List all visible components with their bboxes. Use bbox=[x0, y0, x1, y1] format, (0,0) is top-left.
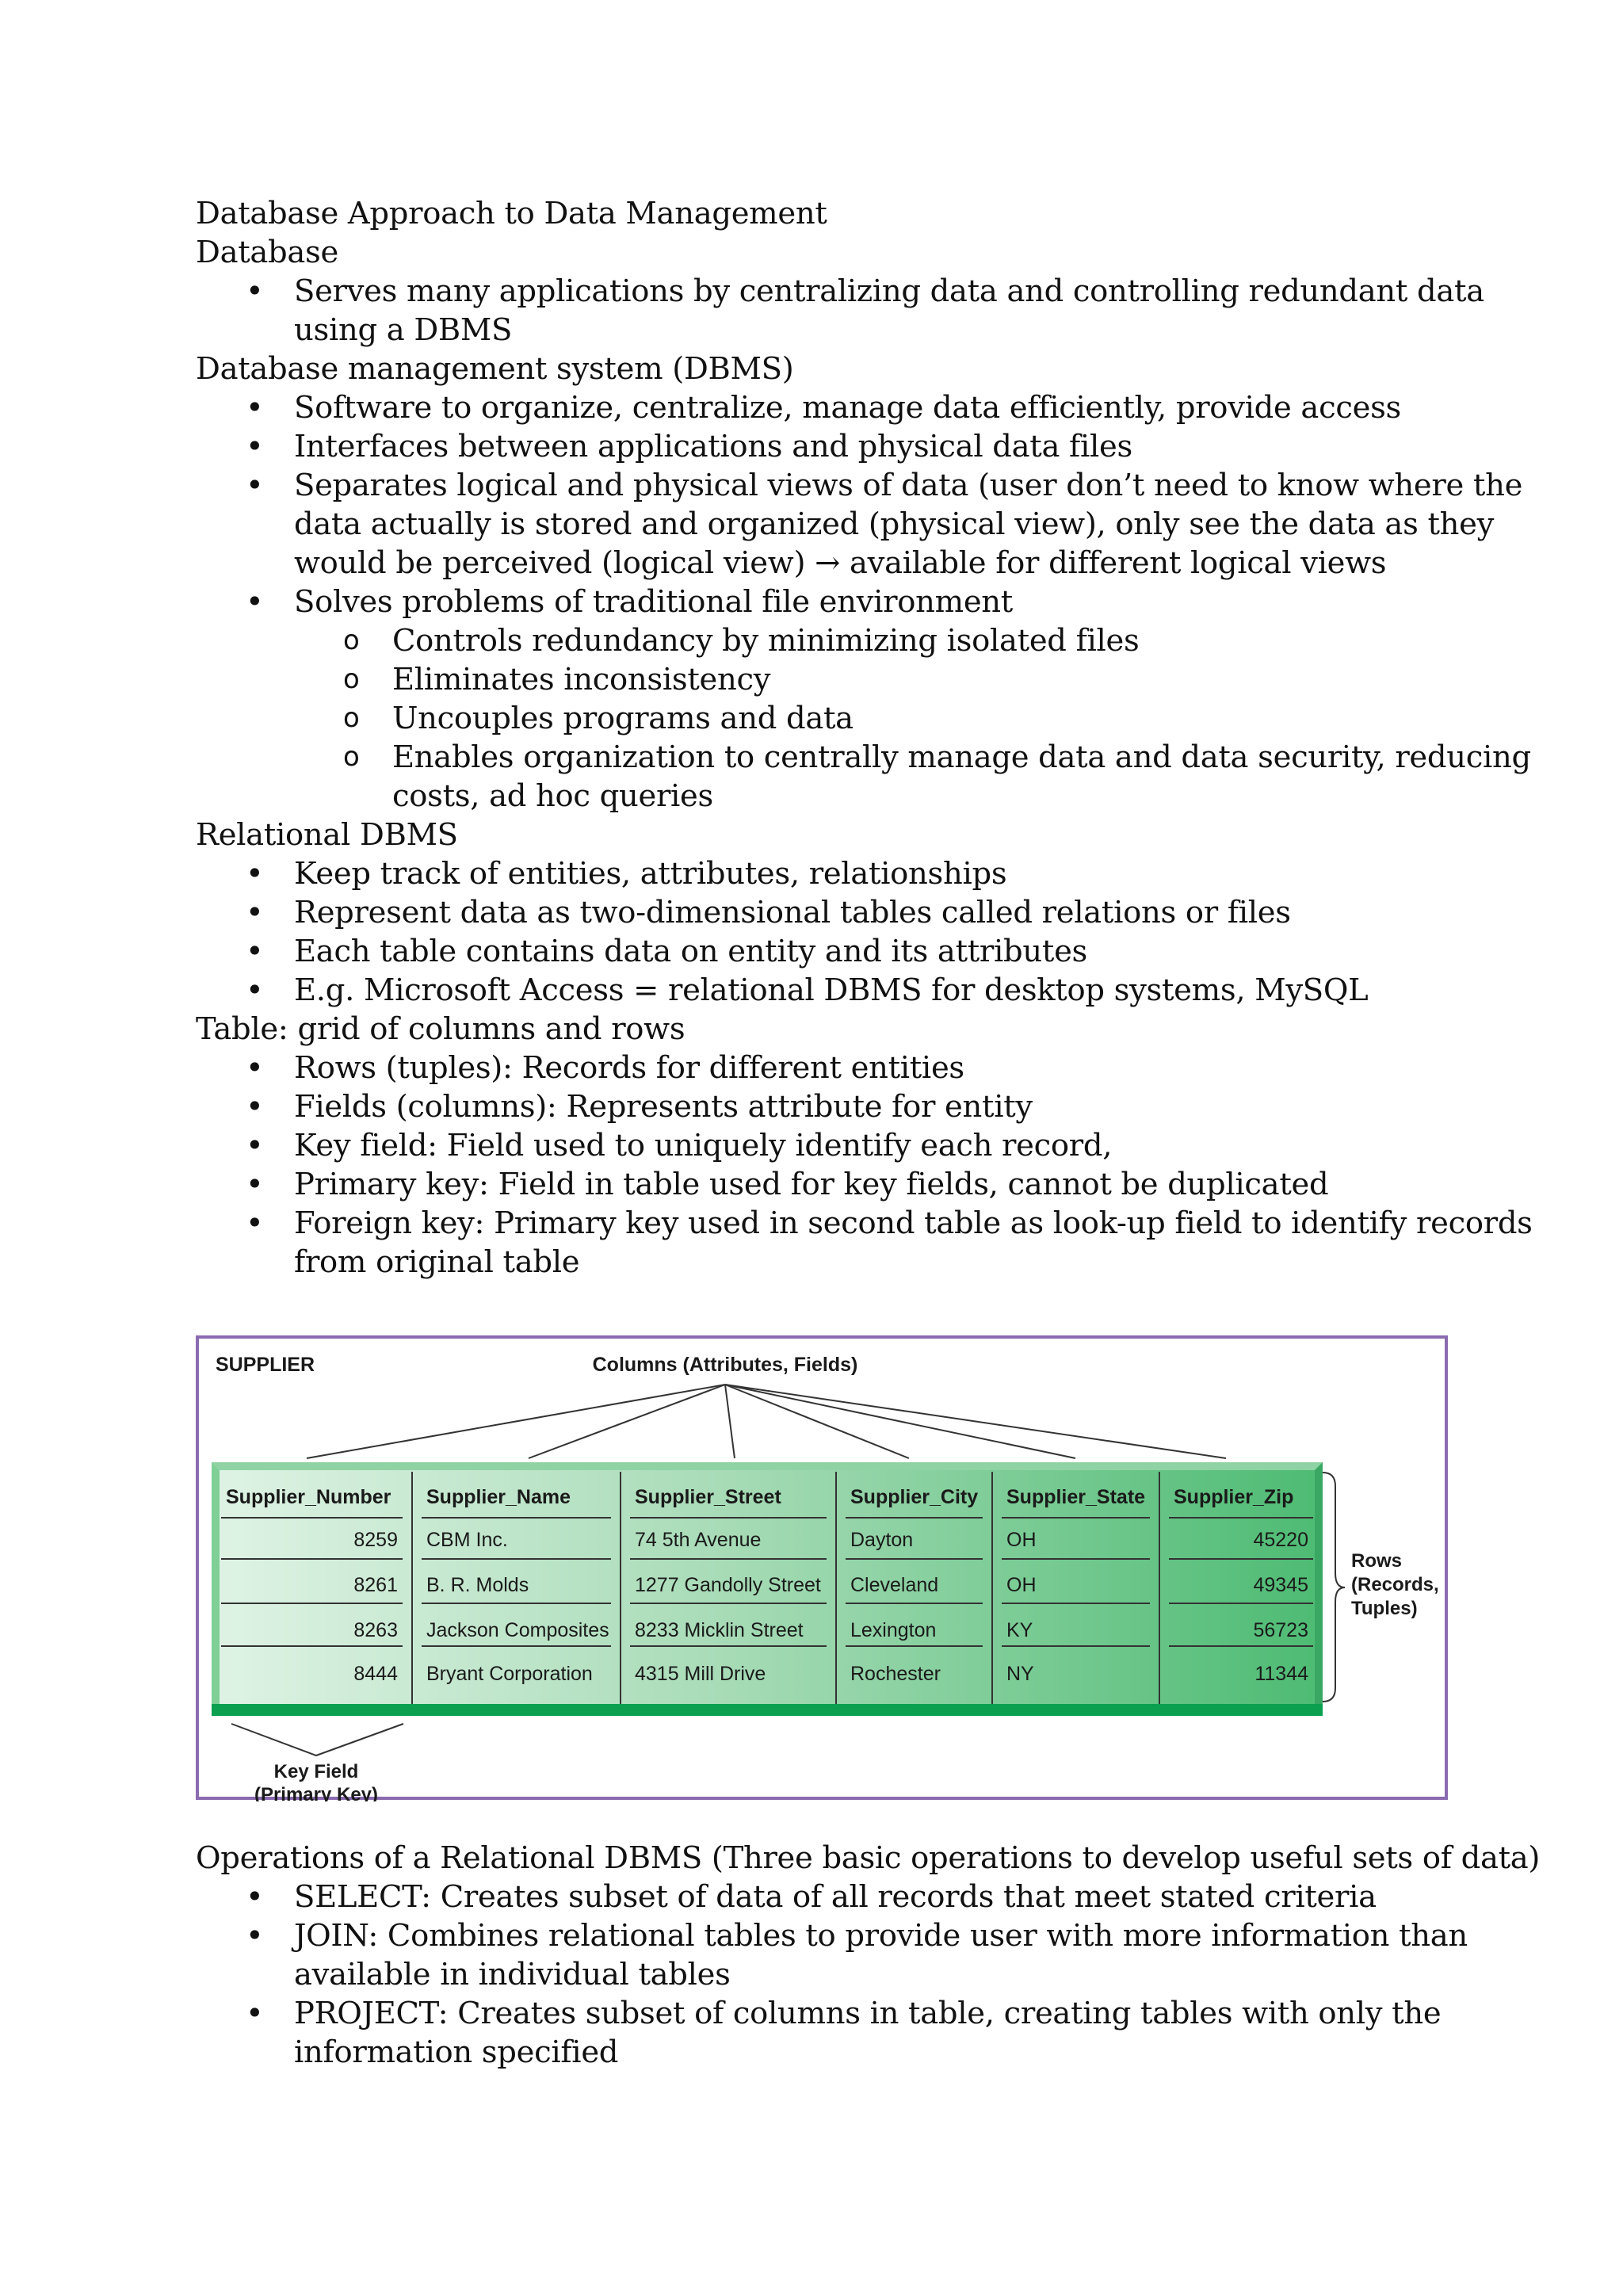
text-line: from original table bbox=[294, 1244, 580, 1280]
bullet-item bbox=[196, 427, 1464, 466]
notes-body bbox=[196, 194, 1533, 1282]
sub-bullet-item bbox=[196, 621, 1464, 660]
text-line: Represent data as two-dimensional tables called relations or files bbox=[294, 895, 1291, 930]
rows-caption: Rows bbox=[1351, 1550, 1403, 1572]
bullet-item bbox=[196, 1049, 1464, 1087]
bullet-marker: • bbox=[246, 856, 264, 892]
table-cell: 8263 bbox=[353, 1619, 398, 1641]
bullet-marker: • bbox=[246, 1167, 264, 1202]
bullet-marker: • bbox=[246, 1050, 264, 1086]
table-top-bevel bbox=[212, 1462, 1323, 1470]
table-cell: 8261 bbox=[353, 1574, 398, 1596]
column-header: Supplier_Street bbox=[635, 1486, 781, 1508]
sub-bullet-marker: o bbox=[343, 741, 360, 773]
sub-bullet-item bbox=[196, 699, 1464, 738]
table-cell: Rochester bbox=[850, 1663, 941, 1685]
table-cell: 8259 bbox=[353, 1529, 398, 1551]
section-heading: Relational DBMS bbox=[196, 817, 458, 853]
table-cell: Bryant Corporation bbox=[426, 1663, 593, 1685]
text-line: Controls redundancy by minimizing isolated files bbox=[392, 623, 1140, 659]
bullet-item bbox=[196, 932, 1464, 971]
sub-bullet-item bbox=[196, 660, 1464, 699]
bullet-continuation bbox=[196, 505, 1495, 544]
section-heading: Database Approach to Data Management bbox=[196, 196, 827, 231]
bullet-marker: • bbox=[246, 1089, 264, 1125]
bullet-item bbox=[196, 854, 1464, 893]
text-line: Foreign key: Primary key used in second table as look-up field to identify records bbox=[294, 1205, 1533, 1241]
text-line: Eliminates inconsistency bbox=[392, 662, 771, 697]
bullet-marker: • bbox=[246, 1996, 264, 2031]
rows-caption: (Records, bbox=[1351, 1574, 1439, 1595]
sub-bullet-marker: o bbox=[343, 625, 360, 656]
bullet-marker: • bbox=[246, 1879, 264, 1915]
table-cell: 49345 bbox=[1253, 1574, 1308, 1596]
text-line: Primary key: Field in table used for key fields, cannot be duplicated bbox=[294, 1167, 1329, 1202]
table-cell: OH bbox=[1006, 1529, 1037, 1551]
sub-bullet-continuation bbox=[196, 777, 1464, 816]
table-cell: 4315 Mill Drive bbox=[635, 1663, 766, 1685]
rows-caption: Tuples) bbox=[1351, 1598, 1418, 1619]
bullet-marker: • bbox=[246, 468, 264, 503]
bullet-marker: • bbox=[246, 584, 264, 620]
text-line: Each table contains data on entity and its attributes bbox=[294, 934, 1088, 969]
bullet-continuation bbox=[196, 311, 1464, 350]
text-line: SELECT: Creates subset of data of all records that meet stated criteria bbox=[294, 1879, 1377, 1915]
key-field-caption: Key Field bbox=[273, 1761, 359, 1782]
text-line: Separates logical and physical views of data (user don’t need to know where the bbox=[294, 468, 1523, 503]
table-cell: 8444 bbox=[353, 1663, 398, 1685]
table-cell: 45220 bbox=[1253, 1529, 1308, 1551]
table-cell: CBM Inc. bbox=[426, 1529, 508, 1551]
operations-section bbox=[196, 1839, 1541, 2072]
table-cell: 74 5th Avenue bbox=[635, 1529, 762, 1551]
table-cell: NY bbox=[1006, 1663, 1034, 1685]
columns-caption: Columns (Attributes, Fields) bbox=[592, 1354, 858, 1376]
text-line: Uncouples programs and data bbox=[392, 701, 854, 736]
key-field-caption: (Primary Key) bbox=[254, 1784, 379, 1801]
column-header: Supplier_Number bbox=[226, 1486, 391, 1508]
bullet-item bbox=[196, 1916, 1468, 1955]
bullet-item bbox=[196, 1878, 1464, 1916]
bullet-item bbox=[196, 272, 1484, 311]
supplier-table-figure bbox=[196, 1335, 1449, 1801]
text-line: Software to organize, centralize, manage data efficiently, provide access bbox=[294, 390, 1401, 426]
bullet-item bbox=[196, 1165, 1464, 1204]
supplier-table-diagram bbox=[196, 1335, 1449, 1801]
table-cell: Lexington bbox=[850, 1619, 937, 1641]
bullet-continuation bbox=[196, 2033, 1464, 2072]
text-line: information specified bbox=[294, 2034, 619, 2070]
text-line: JOIN: Combines relational tables to provide user with more information than bbox=[294, 1918, 1468, 1954]
bullet-continuation bbox=[196, 544, 1464, 583]
text-line: would be perceived (logical view) → available for different logical views bbox=[294, 545, 1387, 581]
text-line: PROJECT: Creates subset of columns in table, creating tables with only the bbox=[294, 1996, 1442, 2031]
table-cell: 11344 bbox=[1254, 1663, 1308, 1685]
sub-bullet-item bbox=[196, 738, 1531, 777]
text-line: available in individual tables bbox=[294, 1957, 731, 1992]
section-heading: Table: grid of columns and rows bbox=[196, 1011, 685, 1047]
bullet-marker: • bbox=[246, 273, 264, 309]
table-cell: 56723 bbox=[1253, 1619, 1308, 1641]
table-name-label: SUPPLIER bbox=[216, 1354, 315, 1376]
bullet-item bbox=[196, 388, 1464, 427]
text-line: using a DBMS bbox=[294, 312, 513, 348]
bullet-marker: • bbox=[246, 895, 264, 930]
section-heading: Database bbox=[196, 235, 338, 270]
bullet-item bbox=[196, 1204, 1533, 1243]
column-header: Supplier_Zip bbox=[1174, 1486, 1294, 1508]
section-heading: Database management system (DBMS) bbox=[196, 351, 794, 387]
bullet-continuation bbox=[196, 1243, 1464, 1282]
table-cell: Dayton bbox=[850, 1529, 914, 1551]
bullet-item bbox=[196, 971, 1464, 1010]
table-left-bevel bbox=[212, 1462, 220, 1716]
table-cell: 8233 Micklin Street bbox=[635, 1619, 804, 1641]
table-cell: Cleveland bbox=[850, 1574, 939, 1596]
bullet-marker: • bbox=[246, 1918, 264, 1954]
table-cell: OH bbox=[1006, 1574, 1037, 1596]
column-header: Supplier_State bbox=[1006, 1486, 1146, 1508]
bullet-item bbox=[196, 466, 1523, 505]
text-line: Key field: Field used to uniquely identify each record, bbox=[294, 1128, 1113, 1163]
bullet-item bbox=[196, 583, 1464, 621]
text-line: Interfaces between applications and physical data files bbox=[294, 429, 1132, 464]
text-line: E.g. Microsoft Access = relational DBMS for desktop systems, MySQL bbox=[294, 972, 1369, 1008]
table-right-bevel bbox=[1315, 1462, 1323, 1716]
text-line: data actually is stored and organized (physical view), only see the data as they bbox=[294, 506, 1495, 542]
bullet-marker: • bbox=[246, 429, 264, 464]
text-line: Keep track of entities, attributes, relationships bbox=[294, 856, 1007, 892]
bullet-marker: • bbox=[246, 972, 264, 1008]
operations-heading: Operations of a Relational DBMS (Three basic operations to develop useful sets of data) bbox=[196, 1840, 1541, 1876]
sub-bullet-marker: o bbox=[343, 663, 360, 695]
sub-bullet-marker: o bbox=[343, 702, 360, 734]
table-cell: KY bbox=[1006, 1619, 1033, 1641]
column-header: Supplier_City bbox=[850, 1486, 979, 1508]
table-cell: 1277 Gandolly Street bbox=[635, 1574, 821, 1596]
table-cell: B. R. Molds bbox=[426, 1574, 529, 1596]
table-cell: Jackson Composites bbox=[426, 1619, 609, 1641]
bullet-marker: • bbox=[246, 390, 264, 426]
text-line: Fields (columns): Represents attribute for entity bbox=[294, 1089, 1033, 1125]
bullet-marker: • bbox=[246, 1128, 264, 1163]
text-line: Enables organization to centrally manage data and data security, reducing bbox=[392, 739, 1531, 775]
text-line: Serves many applications by centralizing data and controlling redundant data bbox=[294, 273, 1484, 309]
bullet-continuation bbox=[196, 1955, 1464, 1994]
bullet-item bbox=[196, 1994, 1464, 2033]
bullet-marker: • bbox=[246, 1205, 264, 1241]
column-header: Supplier_Name bbox=[426, 1486, 571, 1508]
bullet-item bbox=[196, 893, 1464, 932]
text-line: Rows (tuples): Records for different entities bbox=[294, 1050, 964, 1086]
bullet-item bbox=[196, 1087, 1464, 1126]
bullet-marker: • bbox=[246, 934, 264, 969]
text-line: costs, ad hoc queries bbox=[392, 778, 713, 814]
text-line: Solves problems of traditional file environment bbox=[294, 584, 1013, 620]
bullet-item bbox=[196, 1126, 1464, 1165]
table-bottom-bar bbox=[212, 1704, 1323, 1716]
